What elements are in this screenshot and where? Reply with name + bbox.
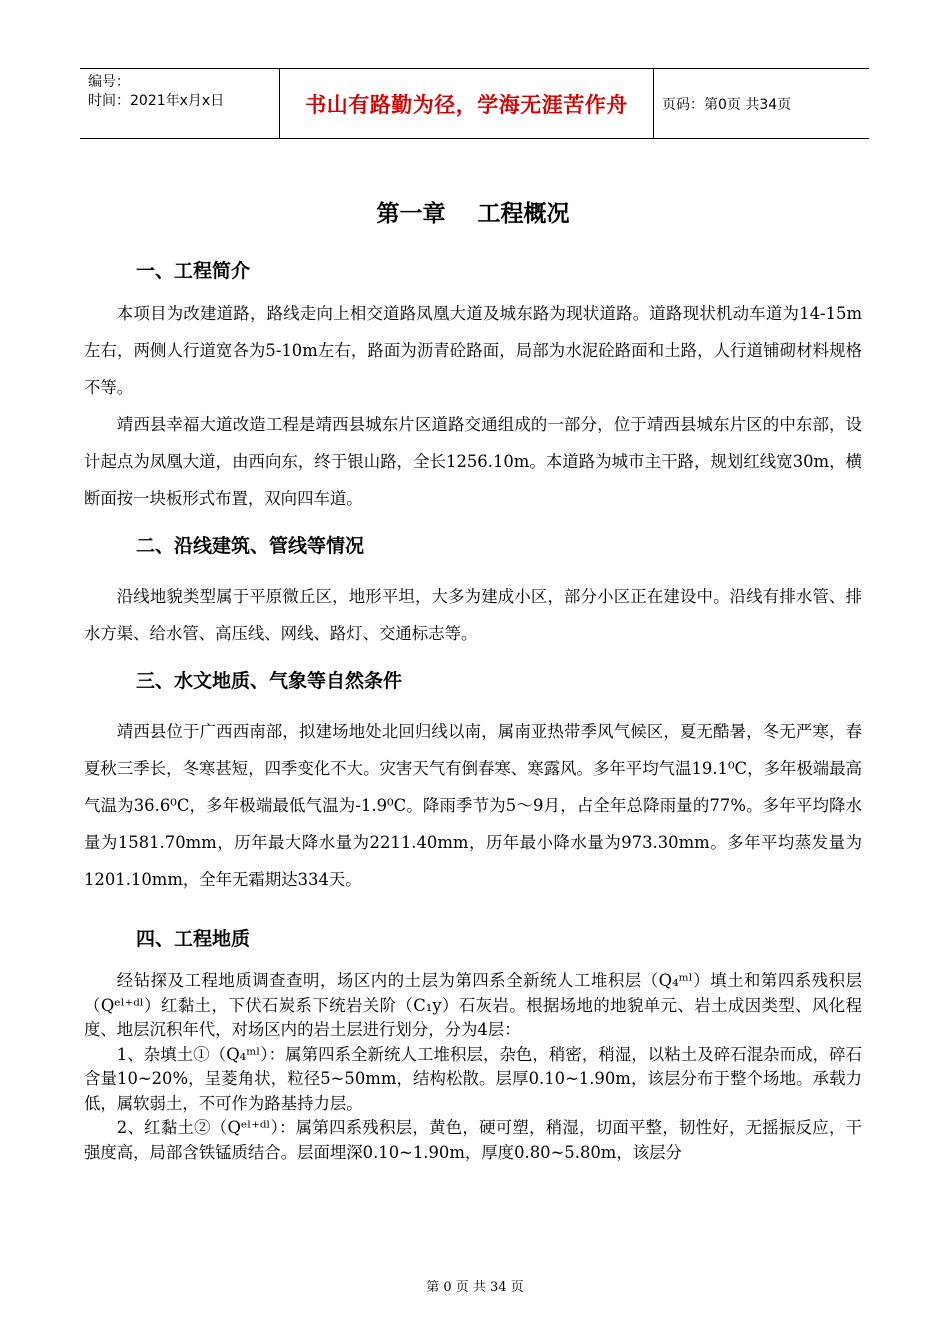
paragraph: 2、红黏土②（Qᵉˡ⁺ᵈˡ）：属第四系残积层，黄色，硬可塑，稍湿，切面平整，韧性好，无摇振反应，干强度高，局部含铁锰质结合。层面埋深0.10~1.90m，厚度0.80~5.80m，该层分 xyxy=(84,1118,862,1162)
document-body xyxy=(84,195,862,1165)
paragraph: 靖西县幸福大道改造工程是靖西县城东片区道路交通组成的一部分，位于靖西县城东片区的中东部，设计起点为凤凰大道，由西向东，终于银山路，全长1256.10m。本道路为城市主干路，规划红线宽30m，横断面按一块板形式布置，双向四车道。 xyxy=(84,415,862,508)
section-title-buildings-pipelines: 二、沿线建筑、管线等情况 xyxy=(136,535,365,557)
section-title-natural-conditions: 三、水文地质、气象等自然条件 xyxy=(136,670,403,692)
header-page-info: 页码：第0页 共34页 xyxy=(662,96,792,113)
page-footer: 第 0 页 共 34 页 xyxy=(426,1280,524,1295)
paragraph: 沿线地貌类型属于平原微丘区，地形平坦，大多为建成小区，部分小区正在建设中。沿线有排水管、排水方渠、给水管、高压线、网线、路灯、交通标志等。 xyxy=(84,587,862,643)
paragraph: 1、杂填土①（Q₄ᵐˡ）：属第四系全新统人工堆积层，杂色，稍密，稍湿，以粘土及碎石混杂而成，碎石含量10~20%，呈菱角状，粒径5~50mm，结构松散。层厚0.10~1.90m，该层分布于整个场地。承载力低，属软弱土，不可作为路基持力层。 xyxy=(84,1044,862,1113)
paragraph: 本项目为改建道路，路线走向上相交道路凤凰大道及城东路为现状道路。道路现状机动车道为14-15m左右，两侧人行道宽各为5-10m左右，路面为沥青砼路面，局部为水泥砼路面和土路，人行道铺砌材料规格不等。 xyxy=(84,304,862,397)
time-label: 时间：2021年x月x日 xyxy=(88,93,225,109)
number-label: 编号： xyxy=(88,74,130,90)
chapter-title: 第一章 工程概况 xyxy=(376,201,570,227)
paragraph: 经钻探及工程地质调查查明，场区内的土层为第四系全新统人工堆积层（Q₄ᵐˡ）填土和第四系残积层（Qᵉˡ⁺ᵈˡ）红黏土，下伏石炭系下统岩关阶（C₁y）石灰岩。根据场地的地貌单元、岩土成因类型、风化程度、地层沉积年代，对场区内的岩土层进行划分，分为4层： xyxy=(84,971,862,1039)
page-header xyxy=(80,68,869,139)
paragraph: 靖西县位于广西西南部，拟建场地处北回归线以南，属南亚热带季风气候区，夏无酷暑，冬无严寒，春夏秋三季长，冬寒甚短，四季变化不大。灾害天气有倒春寒、寒露风。多年平均气温19.1⁰C，多年极端最高气温为36.6⁰C，多年极端最低气温为-1.9⁰C。降雨季节为5～9月，占全年总降雨量的77%。多年平均降水量为1581.70mm，历年最大降水量为2211.40mm，历年最小降水量为973.30mm。多年平均蒸发量为1201.10mm，全年无霜期达334天。 xyxy=(84,722,862,889)
header-meta xyxy=(80,69,280,138)
section-title-overview: 一、工程简介 xyxy=(136,260,251,282)
header-motto: 书山有路勤为径，学海无涯苦作舟 xyxy=(280,69,654,138)
section-title-geology: 四、工程地质 xyxy=(136,928,251,950)
